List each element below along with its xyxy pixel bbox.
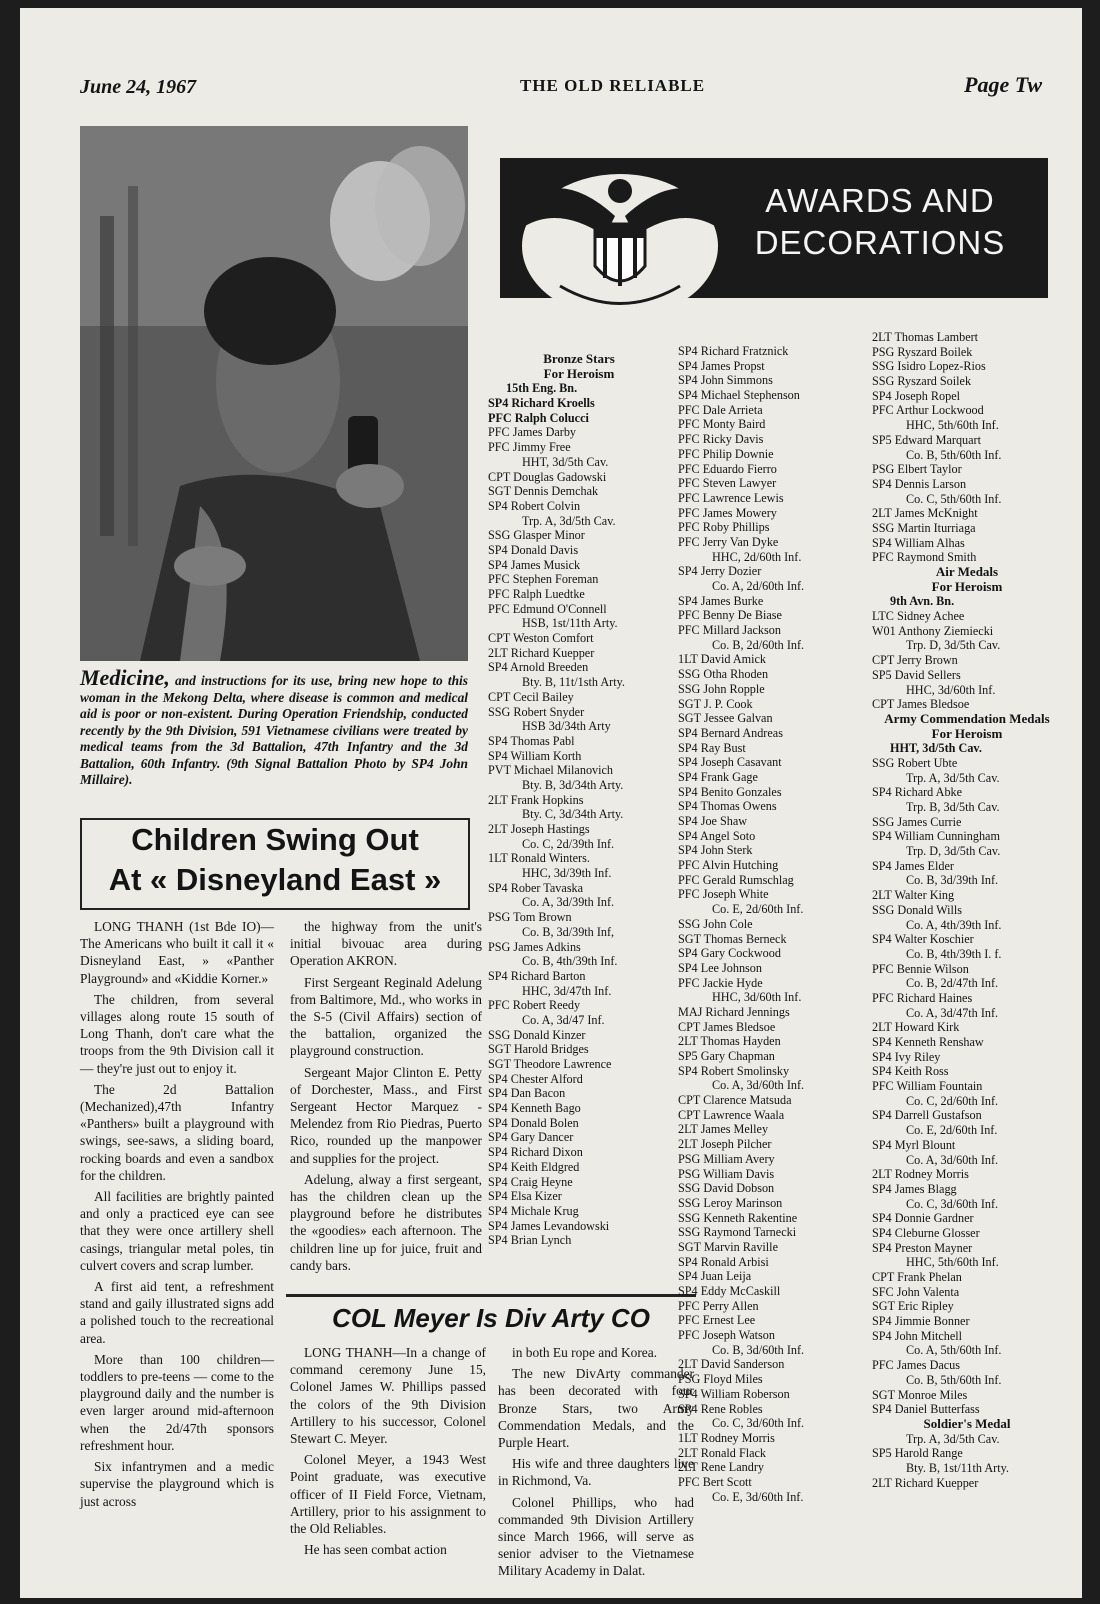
awards-title-line-1: AWARDS AND xyxy=(765,182,995,219)
award-recipient: SP4 Robert Smolinsky xyxy=(678,1063,790,1078)
award-recipient: SP4 Donnie Gardner xyxy=(872,1211,974,1226)
award-recipient: SP4 Rene Robles xyxy=(678,1401,763,1416)
award-recipient: PFC Eduardo Fierro xyxy=(678,461,777,476)
award-recipient: PFC Jackie Hyde xyxy=(678,975,763,990)
paragraph: All facilities are brightly painted and only a practiced eye can see that they were once artillery shell casings, triangular metal poles, tin culvert covers and scrap lumber. xyxy=(80,1189,274,1273)
award-recipient: SP4 Elsa Kizer xyxy=(488,1189,562,1204)
award-unit: Co. C, 2d/39th Inf. xyxy=(522,836,615,851)
award-recipient: 2LT Richard Kuepper xyxy=(872,1475,979,1490)
paragraph: Six infantrymen and a medic supervise the playground which is just across xyxy=(80,1459,274,1509)
award-recipient: SGT Thomas Berneck xyxy=(678,931,787,946)
award-unit: Trp. A, 3d/5th Cav. xyxy=(522,513,616,528)
award-unit: Co. C, 5th/60th Inf. xyxy=(906,491,1002,506)
award-unit: Co. B, 2d/60th Inf. xyxy=(712,637,805,652)
award-recipient: SP4 Joseph Casavant xyxy=(678,755,782,770)
headline-line-2: At « Disneyland East » xyxy=(108,862,442,897)
award-heading: For Heroism xyxy=(931,578,1003,594)
award-unit: Bty. B, 3d/34th Arty. xyxy=(522,777,624,792)
award-recipient: SSG Donald Wills xyxy=(872,902,963,917)
issue-date: June 24, 1967 xyxy=(80,76,197,98)
awards-column-1 xyxy=(488,352,670,1248)
awards-banner xyxy=(500,158,1048,298)
award-recipient: SP4 John Simmons xyxy=(678,373,773,388)
award-recipient: SP5 Edward Marquart xyxy=(872,432,981,447)
caption-text: and instructions for its use, bring new hope to this woman in the Mekong Delta, where disease is common and medical aid is poor or non-existent. During Operation Friendship, conducted recently by the 9th Division, 591 Vietnamese civilians were treated by medical teams from the 3d Battalion, 47th Infantry and the 3d Battalion, 60th Infantry. (9th Signal Battalion Photo by SP4 John Millaire). xyxy=(80,673,468,787)
award-recipient: SP4 Keith Ross xyxy=(872,1064,949,1079)
award-recipient: PFC Alvin Hutching xyxy=(678,858,779,873)
award-recipient: PFC Jimmy Free xyxy=(488,440,571,455)
award-unit: Co. C, 3d/60th Inf. xyxy=(906,1196,999,1211)
award-recipient: SSG Raymond Tarnecki xyxy=(678,1225,797,1240)
award-recipient: 2LT Joseph Pilcher xyxy=(678,1137,772,1152)
award-unit: Trp. A, 3d/5th Cav. xyxy=(906,770,1000,785)
award-recipient: SP4 William Korth xyxy=(488,748,582,763)
award-recipient: PFC Philip Downie xyxy=(678,446,774,461)
award-recipient: SGT Eric Ripley xyxy=(872,1299,954,1314)
award-unit: HHC, 2d/60th Inf. xyxy=(712,549,802,564)
award-recipient: 2LT Joseph Hastings xyxy=(488,822,590,836)
award-recipient: SSG Ryszard Soilek xyxy=(872,374,972,389)
award-recipient: PSG Floyd Miles xyxy=(678,1372,763,1387)
award-recipient: 2LT James Melley xyxy=(678,1122,769,1137)
award-recipient: SP4 James Musick xyxy=(488,557,581,572)
article-headline-children xyxy=(80,818,470,910)
paragraph: LONG THANH—In a change of command ceremony June 15, Colonel James W. Phillips passed the colors of the 9th Division Artillery to his successor, Colonel Stewart C. Meyer. xyxy=(290,1345,486,1447)
award-recipient: SSG Martin Iturriaga xyxy=(872,520,976,535)
award-recipient: SP4 William Alhas xyxy=(872,535,965,550)
award-recipient: PFC Perry Allen xyxy=(678,1298,759,1313)
award-recipient: SP4 Richard Barton xyxy=(488,968,586,983)
award-unit: Trp. B, 3d/5th Cav. xyxy=(906,800,1000,814)
award-unit: HHC, 3d/60th Inf. xyxy=(906,682,996,697)
award-recipient: SP4 Ray Bust xyxy=(678,740,746,755)
paragraph: The new DivArty commander has been decorated with four Bronze Stars, two Army Commendation Medals, and the Purple Heart. xyxy=(498,1366,694,1451)
award-recipient: PFC Jerry Van Dyke xyxy=(678,534,779,549)
paragraph: More than 100 children— toddlers to pre-teens — come to the playground daily and the number is even larger around mid-afternoon when the 2d/47th sponsors refreshment hour. xyxy=(80,1351,274,1453)
award-recipient: PSG William Davis xyxy=(678,1166,775,1181)
article-children-column-2 xyxy=(290,918,482,1278)
award-recipient: SP4 Lee Johnson xyxy=(678,960,762,975)
award-recipient: PFC Edmund O'Connell xyxy=(488,601,607,616)
award-recipient: PFC Ricky Davis xyxy=(678,432,764,447)
award-recipient: PFC Bert Scott xyxy=(678,1474,752,1489)
article-meyer-column-1 xyxy=(290,1344,486,1562)
award-recipient: SP4 Walter Koschier xyxy=(872,932,974,947)
award-recipient: SSG Isidro Lopez-Rios xyxy=(872,359,986,374)
award-recipient: SSG John Ropple xyxy=(678,681,765,696)
page-number: Page Tw xyxy=(964,72,1042,97)
award-unit: HSB 3d/34th Arty xyxy=(522,719,611,734)
award-unit: 15th Eng. Bn. xyxy=(506,381,578,396)
awards-title xyxy=(730,180,1030,264)
award-recipient: SP4 Gary Dancer xyxy=(488,1130,574,1145)
award-recipient: PFC Dale Arrieta xyxy=(678,402,763,417)
award-recipient: PFC William Fountain xyxy=(872,1079,983,1094)
award-recipient: SP4 Ivy Riley xyxy=(872,1049,941,1064)
award-unit: HHC, 3d/60th Inf. xyxy=(712,990,802,1005)
award-recipient: SP4 Juan Leija xyxy=(678,1269,752,1284)
award-recipient: CPT James Bledsoe xyxy=(678,1019,776,1034)
award-heading: Air Medals xyxy=(935,564,999,579)
award-unit: 9th Avn. Bn. xyxy=(890,594,955,609)
award-recipient: SP4 Gary Cockwood xyxy=(678,946,781,961)
headline-line-1: Children Swing Out xyxy=(131,822,419,857)
award-recipient: SGT Jessee Galvan xyxy=(678,711,773,726)
photo-caption xyxy=(80,665,468,789)
award-recipient: PFC Joseph White xyxy=(678,887,769,902)
award-recipient: PFC Ernest Lee xyxy=(678,1313,756,1328)
award-recipient: SP5 Harold Range xyxy=(872,1446,963,1461)
award-recipient: PFC Gerald Rumschlag xyxy=(678,872,794,887)
award-recipient: SP4 Craig Heyne xyxy=(488,1174,573,1189)
award-unit: HSB, 1st/11th Arty. xyxy=(522,616,618,631)
caption-lead: Medicine, xyxy=(80,665,170,690)
award-recipient: SP4 Thomas Owens xyxy=(678,799,777,814)
award-recipient: SP4 Richard Fratznick xyxy=(678,344,789,358)
award-unit: Trp. D, 3d/5th Cav. xyxy=(906,844,1001,859)
award-recipient: PFC Stephen Foreman xyxy=(488,572,599,587)
award-recipient: SP4 Robert Colvin xyxy=(488,498,581,513)
award-recipient: SP4 Myrl Blount xyxy=(872,1137,956,1152)
award-recipient: SP4 Dennis Larson xyxy=(872,476,967,491)
award-recipient: SP4 James Blagg xyxy=(872,1181,957,1196)
award-recipient: CPT James Bledsoe xyxy=(872,697,970,712)
award-unit: Co. B, 3d/39th Inf, xyxy=(522,924,615,939)
award-recipient: SGT Harold Bridges xyxy=(488,1042,589,1057)
award-recipient: PFC James Dacus xyxy=(872,1358,961,1373)
award-recipient: 2LT Richard Kuepper xyxy=(488,645,595,660)
award-recipient: SP4 Cleburne Glosser xyxy=(872,1225,980,1240)
award-recipient: SP5 David Sellers xyxy=(872,667,961,682)
award-unit: Co. C, 3d/60th Inf. xyxy=(712,1416,805,1431)
award-recipient: SP4 Rober Tavaska xyxy=(488,880,584,895)
award-recipient: SSG Glasper Minor xyxy=(488,528,585,543)
paragraph: Adelung, alway a first sergeant, has the children clean up the playground before he distributes the «goodies» each afternoon. The children line up for juice, fruit and candy bars. xyxy=(290,1171,482,1273)
award-recipient: MAJ Richard Jennings xyxy=(678,1004,790,1019)
award-recipient: 2LT James McKnight xyxy=(872,506,978,521)
award-recipient: SP4 Dan Bacon xyxy=(488,1086,566,1101)
award-unit: Bty. B, 11t/1sth Arty. xyxy=(522,675,625,690)
award-recipient: PSG Ryszard Boilek xyxy=(872,344,973,359)
award-recipient: SP4 Michale Krug xyxy=(488,1203,579,1218)
article-meyer-column-2 xyxy=(498,1344,694,1584)
paragraph: His wife and three daughters live in Richmond, Va. xyxy=(498,1456,694,1489)
paragraph: A first aid tent, a refreshment stand and gaily illustrated signs add a polished touch to the recreational area. xyxy=(80,1279,274,1346)
award-recipient: SP4 Jerry Dozier xyxy=(678,564,762,579)
award-recipient: SP4 Michael Stephenson xyxy=(678,388,800,403)
award-recipient: 1LT David Amick xyxy=(678,652,767,667)
award-recipient: SP4 John Mitchell xyxy=(872,1328,963,1343)
award-recipient: 2LT Rodney Morris xyxy=(872,1167,969,1182)
award-unit: HHC, 3d/39th Inf. xyxy=(522,866,612,881)
article-children-column-1 xyxy=(80,918,274,1514)
award-recipient: CPT Cecil Bailey xyxy=(488,689,574,704)
award-unit: Trp. A, 3d/5th Cav. xyxy=(906,1431,1000,1446)
award-recipient: SSG Otha Rhoden xyxy=(678,667,769,682)
award-recipient: SP4 Eddy McCaskill xyxy=(678,1284,781,1298)
award-recipient: PFC Benny De Biase xyxy=(678,608,782,623)
award-unit: Co. B, 3d/60th Inf. xyxy=(712,1342,805,1357)
award-recipient: PSG Tom Brown xyxy=(488,910,572,925)
awards-column-2 xyxy=(678,344,868,1504)
paragraph: Sergeant Major Clinton E. Petty of Dorchester, Mass., and First Sergeant Hector Marquez - Melendez from Rio Piedras, Puerto Rico, rounded up the manpower and supplies for the project. xyxy=(290,1064,482,1166)
award-recipient: SP4 Bernard Andreas xyxy=(678,725,783,740)
article-headline-meyer: COL Meyer Is Div Arty CO xyxy=(286,1294,696,1334)
award-recipient: SP4 Joe Shaw xyxy=(678,814,748,828)
award-unit: HHC, 3d/47th Inf. xyxy=(522,983,612,998)
award-recipient: SP4 Richard Abke xyxy=(872,785,963,800)
award-recipient: SGT Dennis Demchak xyxy=(488,484,599,499)
award-recipient: SSG Donald Kinzer xyxy=(488,1027,586,1042)
award-recipient: SSG David Dobson xyxy=(678,1181,775,1196)
award-unit: HHC, 5th/60th Inf. xyxy=(906,418,999,433)
award-unit: Co. A, 3d/47 Inf. xyxy=(522,1012,605,1027)
award-recipient: SP4 Darrell Gustafson xyxy=(872,1108,982,1123)
award-unit: Co. A, 4th/39th Inf. xyxy=(906,917,1002,932)
award-recipient: SP4 James Levandowski xyxy=(488,1218,610,1233)
award-recipient: SP4 James Burke xyxy=(678,593,764,608)
award-recipient: W01 Anthony Ziemiecki xyxy=(872,623,994,638)
newspaper-page xyxy=(20,8,1082,1598)
award-recipient: SP4 James Propst xyxy=(678,358,765,373)
paragraph: The children, from several villages along route 15 south of Long Thanh, don't care what the troops from the 9th Division call it — they're just out to enjoy it. xyxy=(80,991,274,1076)
award-unit: HHC, 5th/60th Inf. xyxy=(906,1255,999,1270)
award-recipient: SSG Leroy Marinson xyxy=(678,1195,783,1210)
award-unit: Co. E, 3d/60th Inf. xyxy=(712,1489,804,1504)
award-recipient: SP4 Ronald Arbisi xyxy=(678,1254,769,1269)
paragraph: Colonel Phillips, who had commanded 9th Division Artillery since March 1966, will serve as senior adviser to the Vietnamese Military Academy in Dalat. xyxy=(498,1494,694,1579)
award-recipient: SP4 James Elder xyxy=(872,858,954,873)
award-unit: Co. B, 3d/39th Inf. xyxy=(906,873,999,888)
award-recipient: SP4 Preston Mayner xyxy=(872,1240,973,1255)
award-heading: Soldier's Medal xyxy=(923,1415,1011,1431)
award-recipient: SFC John Valenta xyxy=(872,1284,960,1299)
eagle-emblem-icon xyxy=(500,146,740,326)
award-recipient: PSG Elbert Taylor xyxy=(872,462,962,477)
award-recipient: PFC Steven Lawyer xyxy=(678,476,777,491)
award-heading: Army Commendation Medals xyxy=(884,710,1050,726)
award-unit: Co. B, 4th/39th Inf. xyxy=(522,954,618,969)
award-recipient: PFC Monty Baird xyxy=(678,417,766,432)
award-unit: Co. A, 3d/47th Inf. xyxy=(906,1005,999,1020)
award-unit: Co. C, 2d/60th Inf. xyxy=(906,1093,999,1108)
award-unit: Co. A, 3d/60th Inf. xyxy=(712,1078,805,1093)
award-recipient: CPT Jerry Brown xyxy=(872,653,958,668)
award-unit: HHT, 3d/5th Cav. xyxy=(890,741,982,756)
award-recipient: SSG Robert Ubte xyxy=(872,755,958,770)
award-recipient: PFC James Mowery xyxy=(678,505,777,520)
award-recipient: 2LT Thomas Hayden xyxy=(678,1034,781,1049)
award-unit: Co. A, 2d/60th Inf. xyxy=(712,579,805,593)
award-recipient: PFC Arthur Lockwood xyxy=(872,403,984,418)
award-unit: Co. B, 4th/39th I. f. xyxy=(906,946,1002,961)
award-unit: Bty. B, 1st/11th Arty. xyxy=(906,1460,1009,1475)
awards-title-line-2: DECORATIONS xyxy=(754,224,1006,261)
award-unit: Co. A, 5th/60th Inf. xyxy=(906,1343,1002,1358)
award-recipient: 2LT Walter King xyxy=(872,888,955,903)
paragraph: in both Eu rope and Korea. xyxy=(512,1345,658,1360)
medicine-photo xyxy=(80,126,468,661)
award-recipient: PFC Ralph Colucci xyxy=(488,410,589,425)
publication-name: THE OLD RELIABLE xyxy=(520,76,706,95)
award-heading: For Heroism xyxy=(543,365,615,381)
award-heading: Bronze Stars xyxy=(543,351,615,366)
award-recipient: SP4 William Roberson xyxy=(678,1386,790,1401)
award-recipient: SP4 Kenneth Bago xyxy=(488,1101,581,1116)
award-recipient: PFC Richard Haines xyxy=(872,990,973,1005)
award-recipient: SSG James Currie xyxy=(872,814,962,829)
award-recipient: 1LT Rodney Morris xyxy=(678,1430,775,1445)
award-recipient: SP5 Gary Chapman xyxy=(678,1049,775,1063)
paragraph: The 2d Battalion (Mechanized),47th Infantry «Panthers» built a playground with swings, see-saws, a sliding board, rocking boards and even a sandbox for the children. xyxy=(80,1081,274,1183)
award-recipient: PFC Millard Jackson xyxy=(678,623,781,638)
masthead xyxy=(80,72,1042,106)
award-recipient: SP4 Donald Davis xyxy=(488,542,579,557)
photo-illustration xyxy=(80,126,468,661)
award-recipient: PSG James Adkins xyxy=(488,939,581,954)
award-recipient: SSG Robert Snyder xyxy=(488,704,585,719)
paragraph: Colonel Meyer, a 1943 West Point graduate, was executive officer of II Field Force, Vietnam, Artillery, prior to his assignment to the Old Reliables. xyxy=(290,1452,486,1537)
award-unit: Co. A, 3d/39th Inf. xyxy=(522,895,615,910)
award-recipient: LTC Sidney Achee xyxy=(872,609,965,624)
award-recipient: PVT Michael Milanovich xyxy=(488,763,614,778)
award-unit: Co. B, 2d/47th Inf. xyxy=(906,976,999,991)
paragraph: the highway from the unit's initial bivouac area during Operation AKRON. xyxy=(290,919,482,969)
award-recipient: SGT Monroe Miles xyxy=(872,1387,968,1402)
award-recipient: SP4 Thomas Pabl xyxy=(488,733,575,748)
award-recipient: SP4 Kenneth Renshaw xyxy=(872,1035,984,1049)
award-recipient: 2LT Frank Hopkins xyxy=(488,792,584,807)
award-unit: Trp. D, 3d/5th Cav. xyxy=(906,638,1001,653)
award-recipient: CPT Frank Phelan xyxy=(872,1270,962,1284)
award-recipient: SGT J. P. Cook xyxy=(678,696,753,711)
award-recipient: SP4 Arnold Breeden xyxy=(488,660,589,675)
award-recipient: SP4 Chester Alford xyxy=(488,1071,583,1086)
award-unit: Co. E, 2d/60th Inf. xyxy=(712,902,804,917)
award-recipient: PFC Joseph Watson xyxy=(678,1328,775,1343)
award-recipient: CPT Clarence Matsuda xyxy=(678,1093,792,1108)
award-recipient: CPT Weston Comfort xyxy=(488,631,594,646)
award-unit: Bty. C, 3d/34th Arty. xyxy=(522,807,624,822)
award-recipient: SGT Marvin Raville xyxy=(678,1239,778,1254)
award-recipient: PFC James Darby xyxy=(488,425,577,440)
award-recipient: 2LT Ronald Flack xyxy=(678,1445,767,1460)
award-recipient: PFC Ralph Luedtke xyxy=(488,587,585,601)
award-recipient: SP4 William Cunningham xyxy=(872,829,1000,844)
awards-column-3 xyxy=(872,330,1062,1490)
award-recipient: SP4 Brian Lynch xyxy=(488,1233,572,1248)
award-heading: For Heroism xyxy=(931,725,1003,741)
award-unit: Co. B, 5th/60th Inf. xyxy=(906,447,1002,462)
award-unit: Co. E, 2d/60th Inf. xyxy=(906,1123,998,1138)
award-recipient: 2LT Howard Kirk xyxy=(872,1020,960,1035)
award-recipient: SP4 Joseph Ropel xyxy=(872,388,961,403)
award-recipient: PSG Milliam Avery xyxy=(678,1151,775,1166)
award-recipient: 2LT Thomas Lambert xyxy=(872,330,979,344)
paragraph: LONG THANH (1st Bde IO)— The Americans who built it call it « Disneyland East, » «Panther Playground» and «Kiddie Korner.» xyxy=(80,919,274,986)
award-unit: Co. A, 3d/60th Inf. xyxy=(906,1152,999,1167)
award-recipient: SSG John Cole xyxy=(678,916,753,931)
award-recipient: PFC Roby Phillips xyxy=(678,520,770,535)
award-recipient: SSG Kenneth Rakentine xyxy=(678,1210,798,1225)
paragraph: He has seen combat action xyxy=(304,1542,447,1558)
award-recipient: PFC Robert Reedy xyxy=(488,998,581,1013)
award-unit: HHT, 3d/5th Cav. xyxy=(522,454,609,469)
award-recipient: SGT Theodore Lawrence xyxy=(488,1057,612,1071)
award-recipient: SP4 Richard Dixon xyxy=(488,1145,583,1160)
award-recipient: SP4 Frank Gage xyxy=(678,769,758,784)
award-recipient: SP4 Angel Soto xyxy=(678,828,756,843)
award-recipient: SP4 John Sterk xyxy=(678,843,753,858)
award-recipient: SP4 Donald Bolen xyxy=(488,1115,579,1130)
award-recipient: CPT Lawrence Waala xyxy=(678,1107,785,1122)
award-recipient: SP4 Benito Gonzales xyxy=(678,784,782,799)
award-recipient: SP4 Keith Eldgred xyxy=(488,1159,580,1174)
award-recipient: CPT Douglas Gadowski xyxy=(488,469,607,484)
paragraph: First Sergeant Reginald Adelung from Baltimore, Md., who works in the S-5 (Civil Affairs) section of the battalion, organized the playground construction. xyxy=(290,974,482,1059)
award-recipient: PFC Lawrence Lewis xyxy=(678,490,784,505)
award-recipient: PFC Raymond Smith xyxy=(872,550,977,565)
award-recipient: SP4 Jimmie Bonner xyxy=(872,1314,970,1329)
award-recipient: SP4 Richard Kroells xyxy=(488,396,595,411)
award-recipient: SP4 Daniel Butterfass xyxy=(872,1402,980,1417)
award-recipient: 2LT David Sanderson xyxy=(678,1357,785,1372)
award-unit: Co. B, 5th/60th Inf. xyxy=(906,1372,1002,1387)
award-recipient: 1LT Ronald Winters. xyxy=(488,851,590,866)
award-recipient: PFC Bennie Wilson xyxy=(872,961,969,976)
award-recipient: 2LT Rene Landry xyxy=(678,1460,764,1475)
